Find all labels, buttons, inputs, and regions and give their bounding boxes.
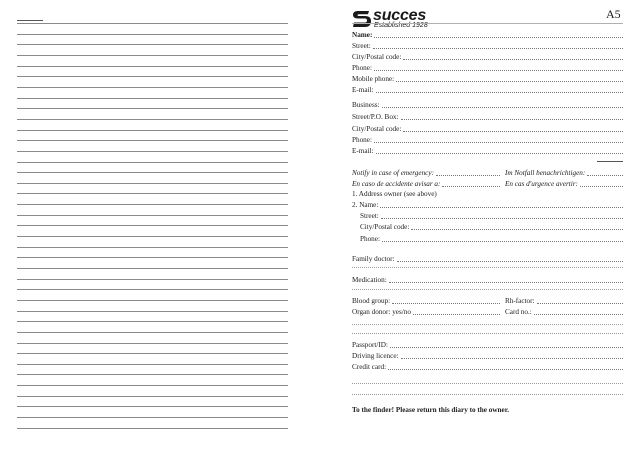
ruled-line (17, 396, 288, 397)
ruled-line (17, 55, 288, 56)
driving-licence-field[interactable] (352, 350, 623, 361)
medication-field[interactable] (352, 274, 623, 285)
blood-group-label: Blood group: (352, 297, 391, 305)
format-label: A5 (606, 7, 621, 21)
street-label: Street: (352, 42, 371, 50)
mobile-phone-field[interactable] (352, 73, 623, 84)
ruled-line (17, 225, 288, 226)
ruled-line (17, 66, 288, 67)
phone-label: Phone: (352, 64, 372, 72)
brand-name: succes (373, 7, 427, 24)
emergency-notify-es: En caso de accidente avisar a: (352, 178, 500, 189)
ruled-line (17, 257, 288, 258)
emergency-notify-fr: En cas d'urgence avertir: (505, 178, 623, 189)
card-no-field[interactable] (505, 306, 623, 317)
ruled-line (17, 247, 288, 248)
ruled-line (17, 108, 288, 109)
ruled-line (17, 353, 288, 354)
ruled-line (17, 204, 288, 205)
emergency-street-field[interactable] (360, 210, 623, 221)
emergency-city-label: City/Postal code: (360, 223, 410, 231)
name-field[interactable] (352, 29, 623, 40)
ruled-line (17, 364, 288, 365)
ruled-line (17, 279, 288, 280)
brand-established: Established 1928 (374, 22, 428, 29)
ruled-line (17, 172, 288, 173)
ruled-line (17, 300, 288, 301)
page-top-mark (17, 20, 43, 21)
business-city-field[interactable] (352, 123, 623, 134)
ruled-line (17, 428, 288, 429)
ruled-line (17, 236, 288, 237)
emergency-name-label: 2. Name: (352, 201, 379, 209)
rh-factor-label: Rh-factor: (505, 297, 535, 305)
family-doctor-label: Family doctor: (352, 255, 395, 263)
ruled-line (17, 289, 288, 290)
emergency-name-field[interactable] (352, 199, 623, 210)
passport-id-label: Passport/ID: (352, 341, 388, 349)
credit-card-field[interactable] (352, 361, 623, 372)
business-street-label: Street/P.O. Box: (352, 113, 399, 121)
ruled-line (17, 44, 288, 45)
business-label: Business: (352, 101, 380, 109)
emergency-street-label: Street: (360, 212, 379, 220)
ruled-line (17, 215, 288, 216)
ruled-line (17, 140, 288, 141)
mobile-phone-label: Mobile phone: (352, 75, 395, 83)
organ-donor-label: Organ donor: yes/no (352, 308, 411, 316)
ruled-line (17, 385, 288, 386)
business-field[interactable] (352, 99, 623, 110)
street-field[interactable] (352, 40, 623, 51)
email-label: E-mail: (352, 86, 374, 94)
family-doctor-field[interactable] (352, 253, 623, 264)
medication-extra-line (352, 289, 623, 290)
header-rule (352, 23, 623, 24)
documents-extra-line-2 (352, 394, 623, 395)
business-phone-field[interactable] (352, 134, 623, 145)
ruled-line (17, 321, 288, 322)
ruled-line (17, 119, 288, 120)
ruled-line (17, 87, 288, 88)
blood-group-field[interactable] (352, 295, 500, 306)
ruled-line (17, 34, 288, 35)
business-email-field[interactable] (352, 145, 623, 156)
city-postal-field[interactable] (352, 51, 623, 62)
ruled-line (17, 162, 288, 163)
ruled-line (17, 130, 288, 131)
documents-extra-line-1 (352, 383, 623, 384)
ruled-line (17, 76, 288, 77)
finder-note: To the finder! Please return this diary to the owner. (352, 406, 510, 414)
medical-extra-line-1 (352, 324, 623, 325)
ruled-line (17, 311, 288, 312)
passport-id-field[interactable] (352, 339, 623, 350)
ruled-line (17, 417, 288, 418)
ruled-line (17, 374, 288, 375)
ruled-line (17, 268, 288, 269)
emergency-notify-de: Im Notfall benachrichtigen: (505, 167, 623, 178)
card-no-label: Card no.: (505, 308, 532, 316)
emergency-phone-label: Phone: (360, 235, 380, 243)
business-street-field[interactable] (352, 111, 623, 122)
ruled-line (17, 343, 288, 344)
ruled-line (17, 98, 288, 99)
brand-logo (352, 9, 442, 29)
business-phone-label: Phone: (352, 136, 372, 144)
emergency-city-field[interactable] (360, 221, 623, 232)
ruled-line (17, 193, 288, 194)
emergency-option-owner: 1. Address owner (see above) (352, 190, 437, 198)
email-field[interactable] (352, 84, 623, 95)
ruled-line (17, 183, 288, 184)
ruled-line (17, 23, 288, 24)
ruled-line (17, 332, 288, 333)
organ-donor-field[interactable] (352, 306, 500, 317)
phone-field[interactable] (352, 62, 623, 73)
section-divider (597, 161, 623, 162)
emergency-phone-field[interactable] (360, 233, 623, 244)
emergency-notify-en: Notify in case of emergency: (352, 167, 500, 178)
business-city-label: City/Postal code: (352, 125, 402, 133)
medication-label: Medication: (352, 276, 387, 284)
driving-licence-label: Driving licence: (352, 352, 399, 360)
credit-card-label: Credit card: (352, 363, 387, 371)
city-postal-label: City/Postal code: (352, 53, 402, 61)
rh-factor-field[interactable] (505, 295, 623, 306)
ruled-line (17, 406, 288, 407)
business-email-label: E-mail: (352, 147, 374, 155)
family-doctor-extra-line (352, 267, 623, 268)
succes-logo-mark-icon (352, 10, 372, 28)
medical-extra-line-2 (352, 333, 623, 334)
ruled-line (17, 151, 288, 152)
name-label: Name: (352, 31, 373, 39)
